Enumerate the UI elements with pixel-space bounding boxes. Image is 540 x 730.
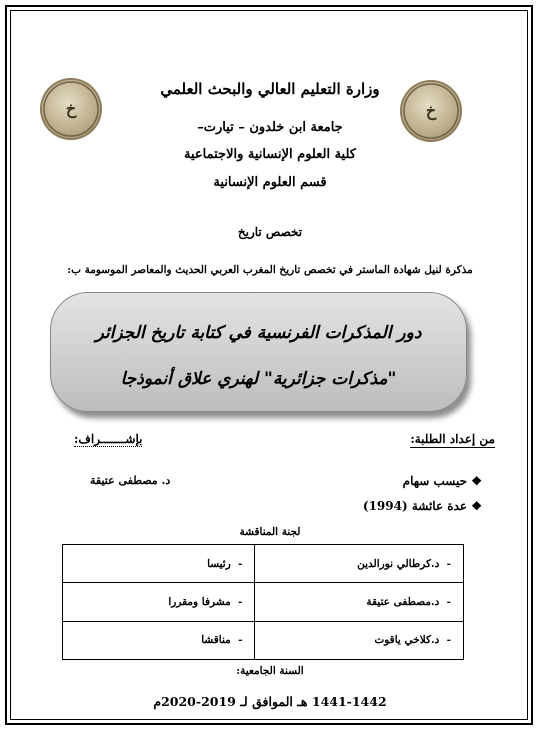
bullet-icon: ❖ [471,474,482,488]
thesis-title-box [50,292,467,412]
committee-member-role: - رئيسا [63,545,255,583]
student-item [403,474,482,488]
committee-member-role: - مشرفا ومقررا [63,583,255,621]
faculty-name: كلية العلوم الإنسانية والاجتماعية [184,147,356,162]
committee-member-role: - مناقشا [63,621,255,659]
student-name: عدة عائشة (1994) [362,499,468,513]
committee-title: لجنة المناقشة [239,526,301,538]
specialty: تخصص تاريخ [237,225,303,239]
table-row [63,621,464,659]
prepared-by-label: من إعداد الطلبة: [410,432,495,446]
student-item [363,499,482,513]
committee-member-name: - د.كلاخي ياقوت [255,621,464,659]
svg-text:خ: خ [425,101,437,120]
student-name: حيسب سهام [402,474,468,488]
academic-year: 1441-1442 هـ الموافق لـ 2019-2020م [153,694,387,709]
bullet-icon: ❖ [471,499,482,513]
committee-member-name: - د.مصطفى عتيقة [255,583,464,621]
table-row [63,545,464,583]
committee-member-name: - د.كرطالي نورالدين [255,545,464,583]
ministry-name: وزارة التعليم العالي والبحث العلمي [160,80,380,98]
thesis-title-line-2: "مذكرات جزائرية" لهنري علاق أنموذجا [120,369,397,389]
svg-text:خ: خ [65,99,77,118]
university-name: جامعة ابن خلدون – تيارت– [197,120,343,135]
committee-table [62,544,464,660]
academic-year-label: السنة الجامعية: [236,665,304,677]
supervisor-name: د. مصطفى عتيقة [90,474,171,487]
department-name: قسم العلوم الإنسانية [213,175,327,190]
thesis-title-line-1: دور المذكرات الفرنسية في كتابة تاريخ الجزائر [95,323,422,343]
supervision-label: بإشـــــــراف: [74,432,143,446]
memo-intro: مذكرة لنيل شهادة الماستر في تخصص تاريخ المغرب العربي الحديث والمعاصر الموسومة ب: [67,264,473,276]
table-row [63,583,464,621]
